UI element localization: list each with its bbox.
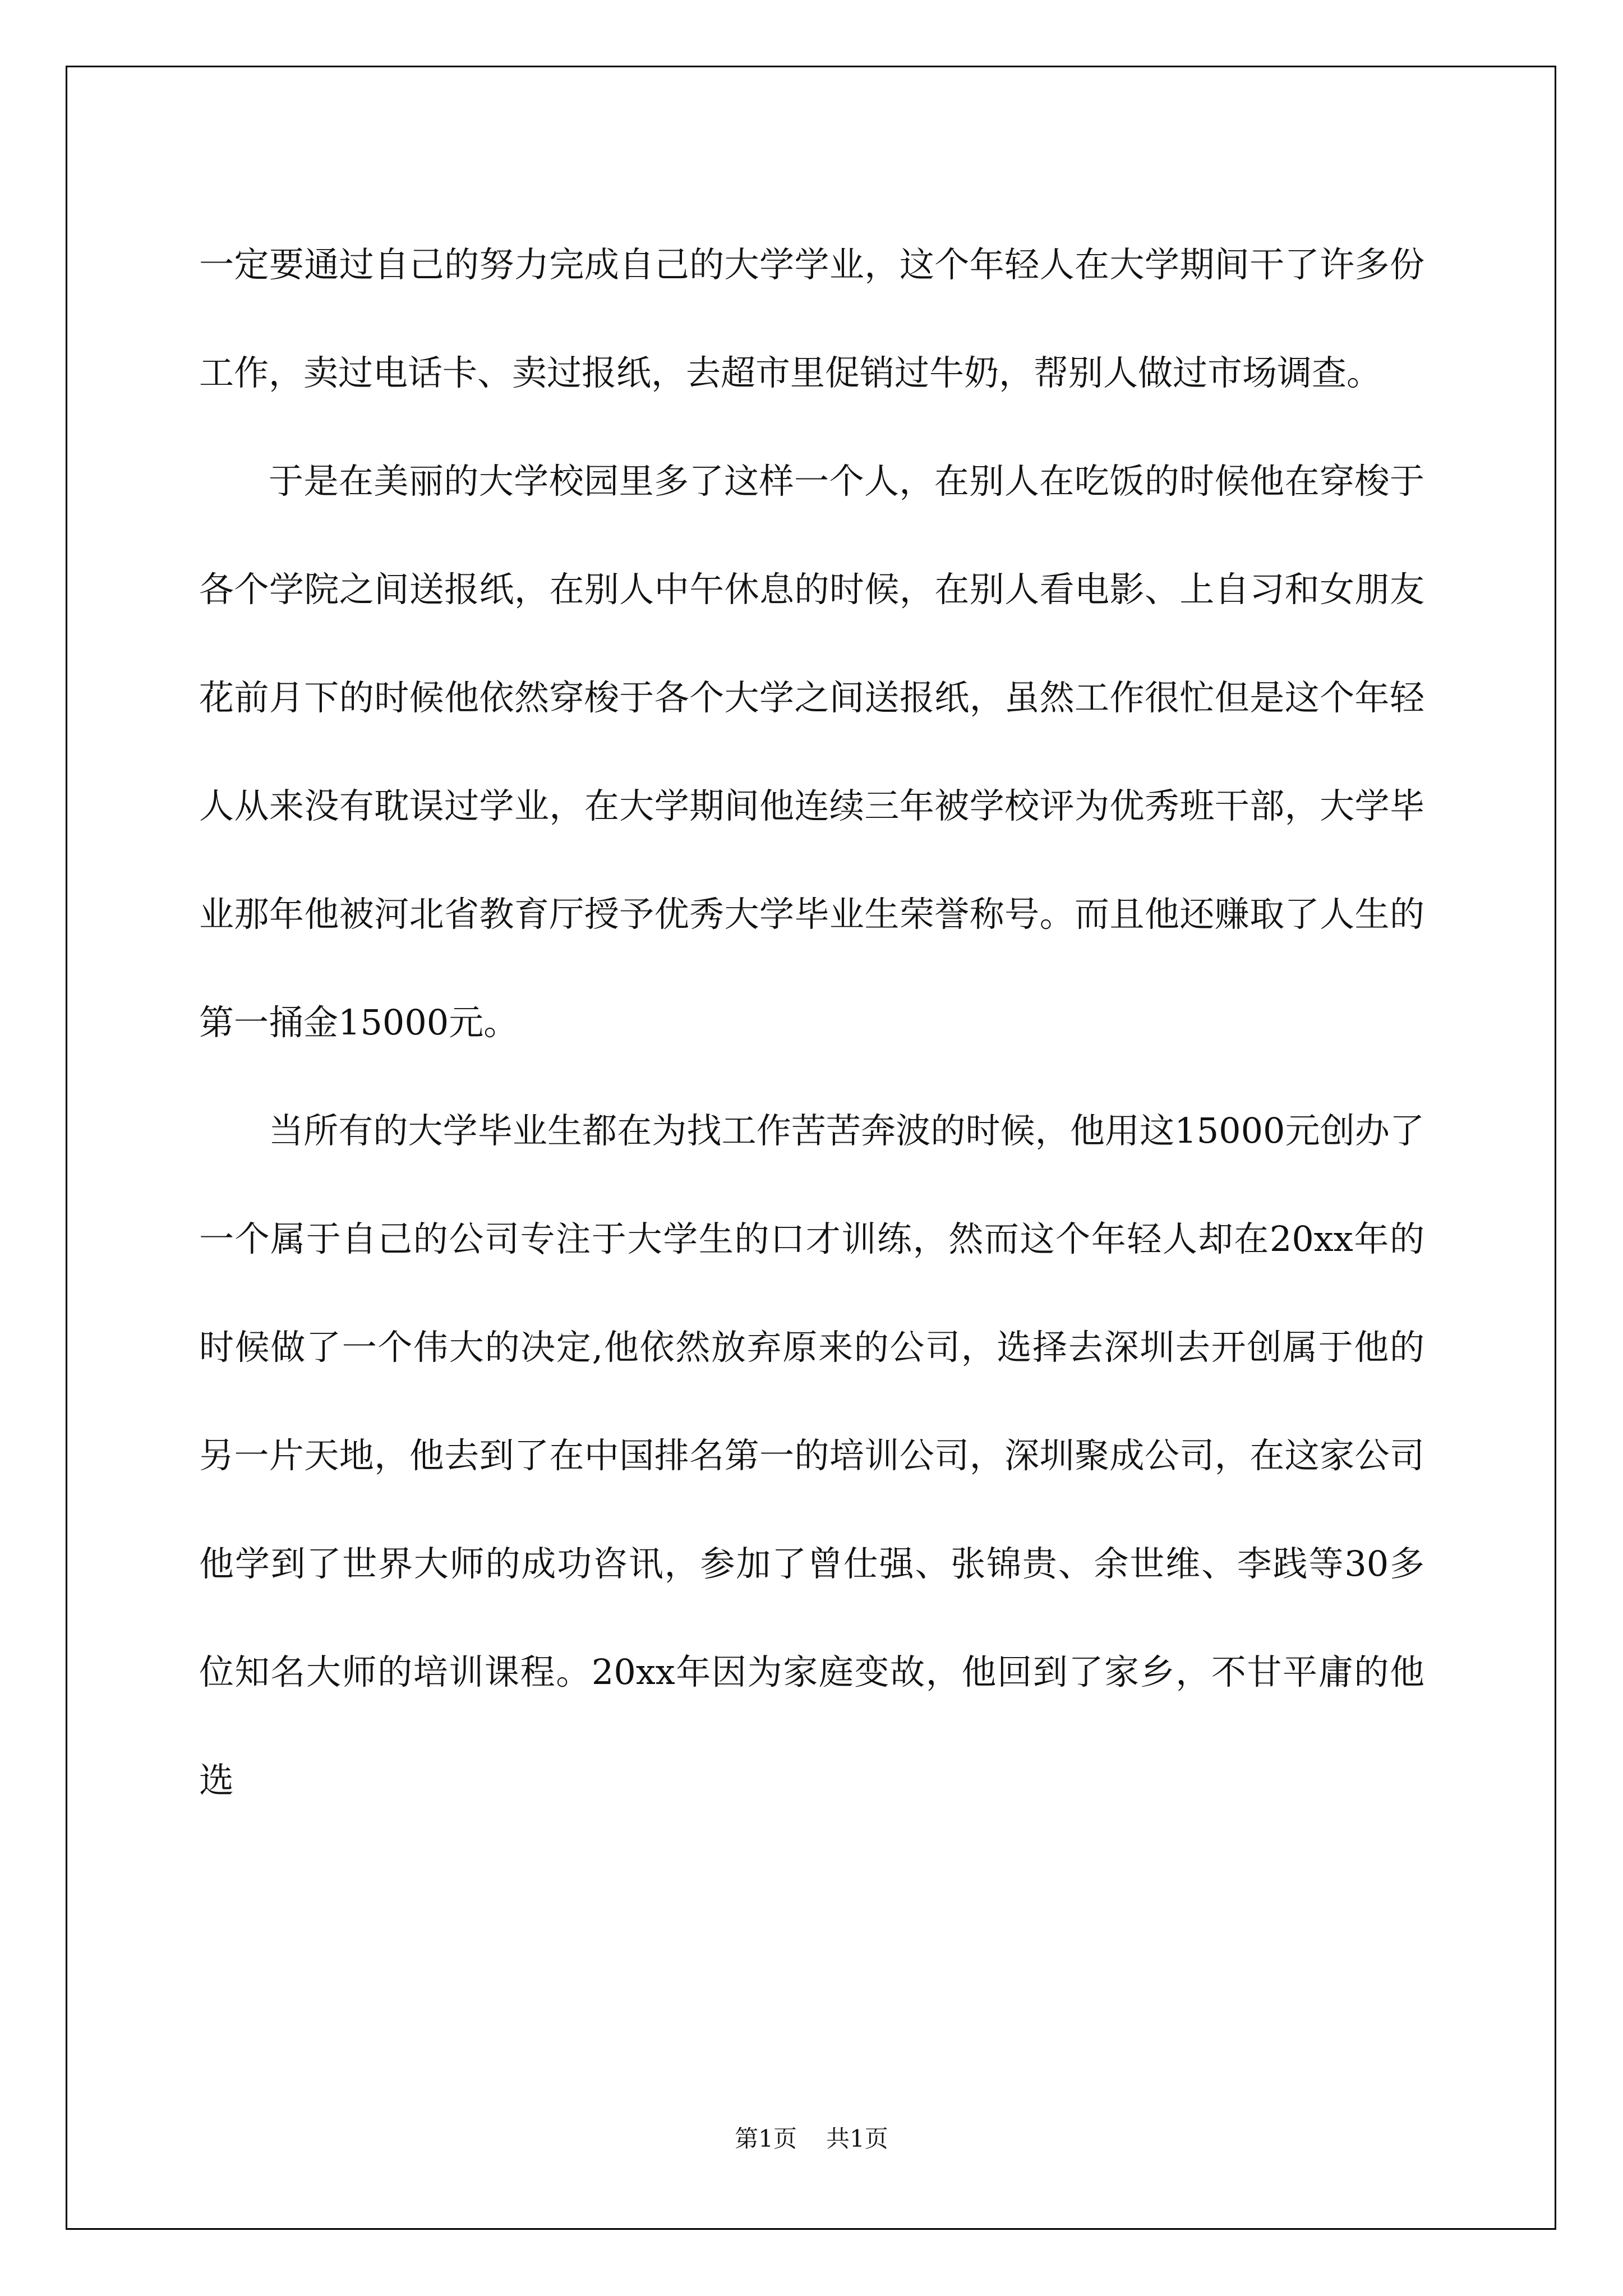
- page-total: 共1页: [826, 2125, 888, 2152]
- paragraph-2: 于是在美丽的大学校园里多了这样一个人，在别人在吃饭的时候他在穿梭于各个学院之间送报纸，在别人中午休息的时候，在别人看电影、上自习和女朋友花前月下的时候他依然穿梭于各个大学之间送报纸，虽然工作很忙但是这个年轻人从来没有耽误过学业，在大学期间他连续三年被学校评为优秀班干部，大学毕业那年他被河北省教育厅授予优秀大学毕业生荣誉称号。而且他还赚取了人生的第一捅金15000元。: [199, 461, 1424, 1043]
- paragraph-3: 当所有的大学毕业生都在为找工作苦苦奔波的时候，他用这15000元创办了一个属于自己的公司专注于大学生的口才训练，然而这个年轻人却在20xx年的时候做了一个伟大的决定,他依然放弃原来的公司，选择去深圳去开创属于他的另一片天地，他去到了在中国排名第一的培训公司，深圳聚成公司，在这家公司他学到了世界大师的成功咨讯，参加了曾仕强、张锦贵、余世维、李践等30多位知名大师的培训课程。20xx年因为家庭变故，他回到了家乡，不甘平庸的他选: [199, 1110, 1424, 1801]
- page-number: 第1页: [735, 2125, 797, 2152]
- page-footer: [0, 2120, 1623, 2154]
- paragraph-1: 一定要通过自己的努力完成自己的大学学业，这个年轻人在大学期间干了许多份工作，卖过电话卡、卖过报纸，去超市里促销过牛奶，帮别人做过市场调查。: [199, 244, 1424, 393]
- document-body: [199, 210, 1424, 1834]
